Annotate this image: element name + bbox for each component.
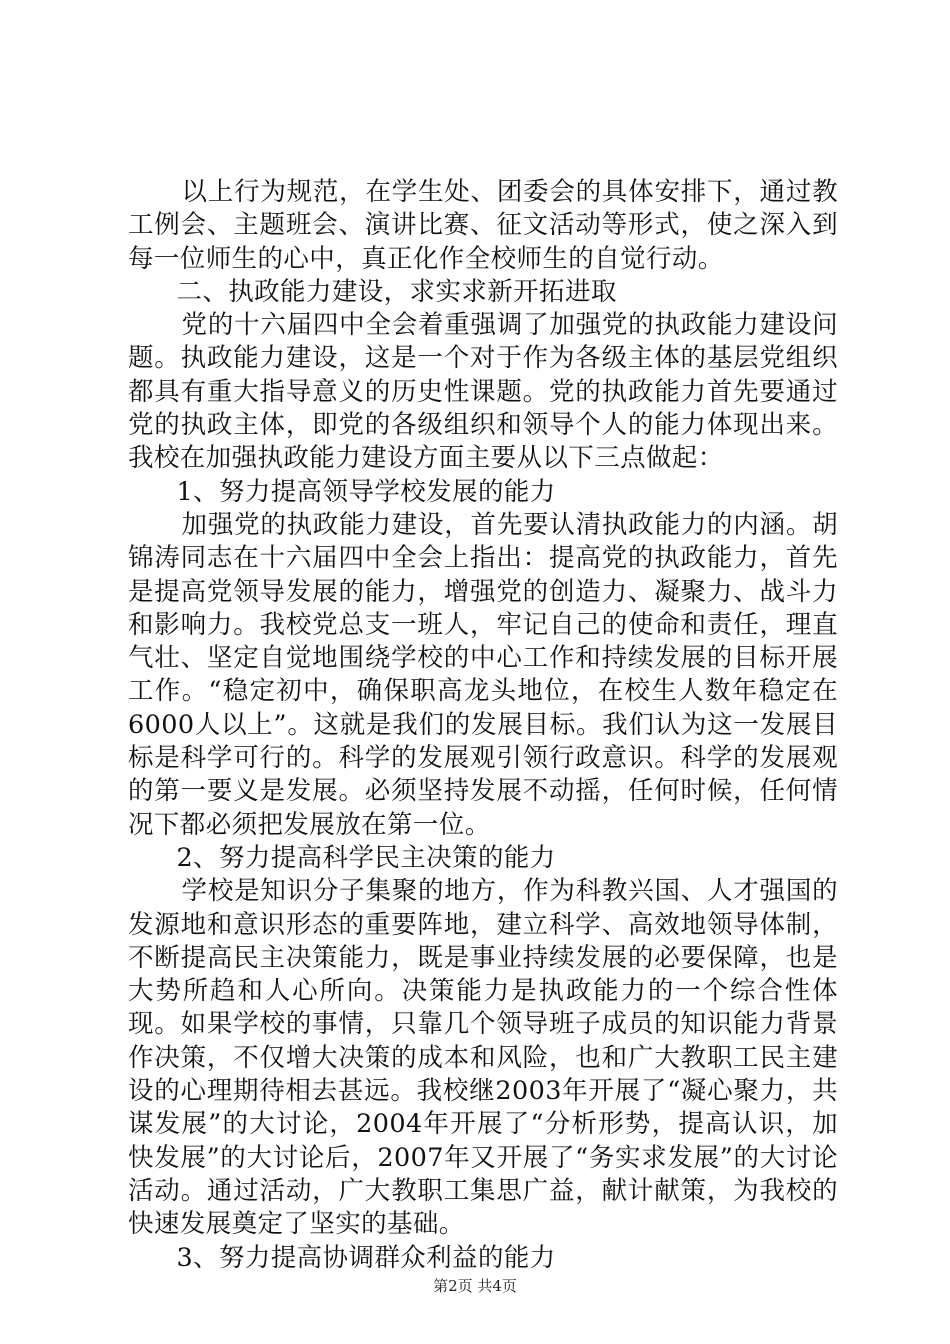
page-footer: 第2页 共4页 [433,1277,517,1295]
subheading-coordination: 3、努力提高协调群众利益的能力 [176,1242,556,1273]
subheading-leadership: 1、努力提高领导学校发展的能力 [176,476,556,507]
document-body [128,176,838,1275]
paragraph-behavior-norms: 以上行为规范，在学生处、团委会的具体安排下，通过教工例会、主题班会、演讲比赛、征文活动等形式，使之深入到每一位师生的心中，真正化作全校师生的自觉行动。 [128,177,838,274]
paragraph-leadership: 加强党的执政能力建设，首先要认清执政能力的内涵。胡锦涛同志在十六届四中全会上指出：提高党的执政能力，首先是提高党领导发展的能力，增强党的创造力、凝聚力、战斗力和影响力。我校党总支一班人，牢记自己的使命和责任，理直气壮、坚定自觉地围绕学校的中心工作和持续发展的目标开展工作。“稳定初中，确保职高龙头地位，在校生人数年稳定在6000人以上”。这就是我们的发展目标。我们认为这一发展目标是科学可行的。科学的发展观引领行政意识。科学的发展观的第一要义是发展。必须坚持发展不动摇，任何时候，任何情况下都必须把发展放在第一位。 [128,509,838,840]
paragraph-governance-intro: 党的十六届四中全会着重强调了加强党的执政能力建设问题。执政能力建设，这是一个对于作为各级主体的基层党组织都具有重大指导意义的历史性课题。党的执政能力首先要通过党的执政主体，即党的各级组织和领导个人的能力体现出来。我校在加强执政能力建设方面主要从以下三点做起： [128,310,838,474]
subheading-decision-making: 2、努力提高科学民主决策的能力 [176,842,556,873]
section-heading-governance: 二、执政能力建设，求实求新开拓进取 [176,276,617,307]
paragraph-decision-making: 学校是知识分子集聚的地方，作为科教兴国、人才强国的发源地和意识形态的重要阵地，建立科学、高效地领导体制，不断提高民主决策能力，既是事业持续发展的必要保障，也是大势所趋和人心所向。决策能力是执政能力的一个综合性体现。如果学校的事情，只靠几个领导班子成员的知识能力背景作决策，不仅增大决策的成本和风险，也和广大教职工民主建设的心理期待相去甚远。我校继2003年开展了“凝心聚力，共谋发展”的大讨论，2004年开展了“分析形势，提高认识，加快发展”的大讨论后，2007年又开展了“务实求发展”的大讨论活动。通过活动，广大教职工集思广益，献计献策，为我校的快速发展奠定了坚实的基础。 [128,876,838,1240]
